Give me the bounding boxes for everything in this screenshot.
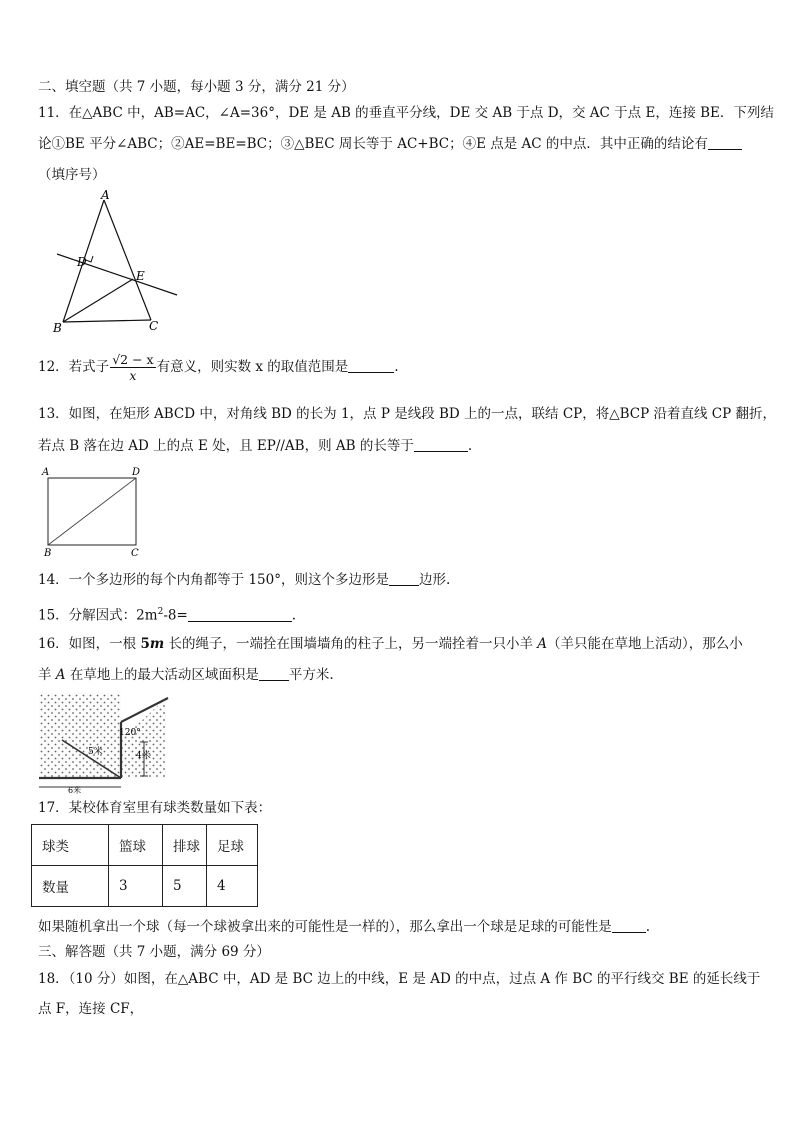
wall-label: 4米	[136, 751, 151, 761]
q14-prefix: 14．一个多边形的每个内角都等于 150°，则这个多边形是	[38, 572, 389, 588]
q17-question	[38, 918, 650, 936]
q12-line	[38, 350, 399, 384]
q12-denominator: x	[129, 368, 137, 383]
q11-line-2	[38, 135, 742, 153]
q16-answer-blank	[259, 666, 289, 681]
table-header-cell: 排球	[163, 825, 207, 866]
table-header-cell: 球类	[32, 825, 109, 866]
diagonal-bd	[48, 478, 136, 545]
q15-exponent: 2	[157, 607, 164, 617]
angle-label: 120°	[119, 728, 141, 738]
table-header-cell: 足球	[207, 825, 258, 866]
q12-suffix: 有意义，则实数 x 的取值范围是	[156, 359, 349, 375]
side-bc	[63, 320, 151, 322]
q17-text: 如果随机拿出一个球（每一个球被拿出来的可能性是一样的），那么拿出一个球是足球的可能性是	[38, 919, 612, 935]
grass-area-left	[39, 693, 121, 778]
table-row	[32, 825, 258, 866]
q17-intro: 17．某校体育室里有球类数量如下表：	[38, 800, 272, 816]
q11-line-1: 11．在△ABC 中，AB=AC，∠A=36°，DE 是 AB 的垂直平分线，DE 交 AB 于点 D，交 AC 于点 E，连接 BE．下列结	[38, 105, 774, 121]
q15-answer-blank	[188, 607, 292, 622]
table-cell: 4	[207, 866, 258, 907]
q15-line	[38, 603, 296, 625]
q15-end: .	[291, 607, 297, 624]
q11-triangle-figure	[45, 188, 185, 336]
q13-end: .	[467, 438, 473, 454]
q13-rectangle-figure	[38, 464, 148, 559]
q13-answer-blank	[414, 437, 468, 452]
q13-text: 若点 B 落在边 AD 上的点 E 处，且 EP//AB，则 AB 的长等于	[38, 438, 414, 454]
q13-line-1: 13．如图，在矩形 ABCD 中，对角线 BD 的长为 1，点 P 是线段 BD 上的一点，联结 CP，将△BCP 沿着直线 CP 翻折，	[38, 406, 776, 422]
label-d: D	[77, 255, 87, 269]
q16-text-c: （羊只能在草地上活动），那么小	[547, 636, 743, 652]
table-cell: 3	[109, 866, 163, 907]
q12-prefix: 12．若式子	[38, 359, 110, 375]
q16-line-1	[38, 635, 743, 653]
q16-sheep-label: A	[537, 636, 548, 652]
table-row-label: 数量	[32, 866, 109, 907]
label-d: D	[132, 467, 141, 478]
q16-line-2	[38, 666, 334, 684]
label-a: A	[42, 467, 50, 478]
section-2-heading: 二、填空题（共 7 小题，每小题 3 分，满分 21 分）	[38, 79, 355, 95]
q12-fraction: $\frac{√2 - x}{x}$	[112, 352, 154, 383]
label-e: E	[136, 269, 145, 283]
q16-text-e: 在草地上的最大活动区域面积是	[65, 667, 259, 683]
table-header-cell: 篮球	[109, 825, 163, 866]
q14-answer-blank	[389, 571, 419, 586]
label-b: B	[44, 548, 52, 559]
q17-end: .	[645, 919, 651, 935]
segment-be	[63, 279, 133, 322]
q12-answer-blank	[348, 358, 394, 373]
label-b: B	[53, 321, 62, 335]
q11-text: 论①BE 平分∠ABC；②AE=BE=BC；③△BEC 周长等于 AC+BC；④E 点是 AC 的中点．其中正确的结论有	[38, 136, 708, 152]
q16-unit: m	[149, 636, 165, 652]
table-cell: 5	[163, 866, 207, 907]
section-3-heading: 三、解答题（共 7 小题，满分 69 分）	[38, 944, 270, 960]
q14-line	[38, 571, 450, 589]
q16-text-b: 长的绳子，一端拴在围墙墙角的柱子上，另一端拴着一只小羊	[164, 636, 538, 652]
q17-answer-blank	[612, 918, 646, 933]
q13-line-2	[38, 437, 472, 455]
table-row	[32, 866, 258, 907]
q15-rest: -8=	[163, 607, 188, 624]
label-c: C	[131, 548, 139, 559]
ball-count-table	[31, 824, 258, 907]
q11-line-3: （填序号）	[38, 167, 106, 183]
base-label: 6米	[68, 786, 82, 794]
q12-end: .	[394, 359, 399, 375]
q16-text-f: 平方米.	[288, 667, 334, 683]
q16-length: 5	[140, 636, 150, 652]
q16-sheep-label-2: A	[55, 667, 66, 683]
q14-suffix: 边形.	[419, 572, 451, 588]
q18-line-2: 点 F，连接 CF，	[38, 1001, 144, 1017]
side-ac	[104, 200, 151, 320]
rope-label: 5米	[88, 747, 103, 757]
right-angle-mark	[86, 256, 93, 262]
label-c: C	[149, 319, 159, 333]
q16-text-d: 羊	[38, 667, 56, 683]
q18-line-1: 18．（10 分）如图，在△ABC 中，AD 是 BC 边上的中线，E 是 AD 的中点，过点 A 作 BC 的平行线交 BE 的延长线于	[38, 971, 761, 987]
label-a: A	[101, 188, 110, 202]
q16-wall-figure	[36, 690, 172, 794]
q12-radicand: 2 − x	[120, 352, 154, 367]
q11-answer-blank	[708, 135, 742, 150]
q15-prefix: 15．分解因式：2m	[38, 607, 158, 624]
q16-text-a: 16．如图，一根	[38, 636, 141, 652]
